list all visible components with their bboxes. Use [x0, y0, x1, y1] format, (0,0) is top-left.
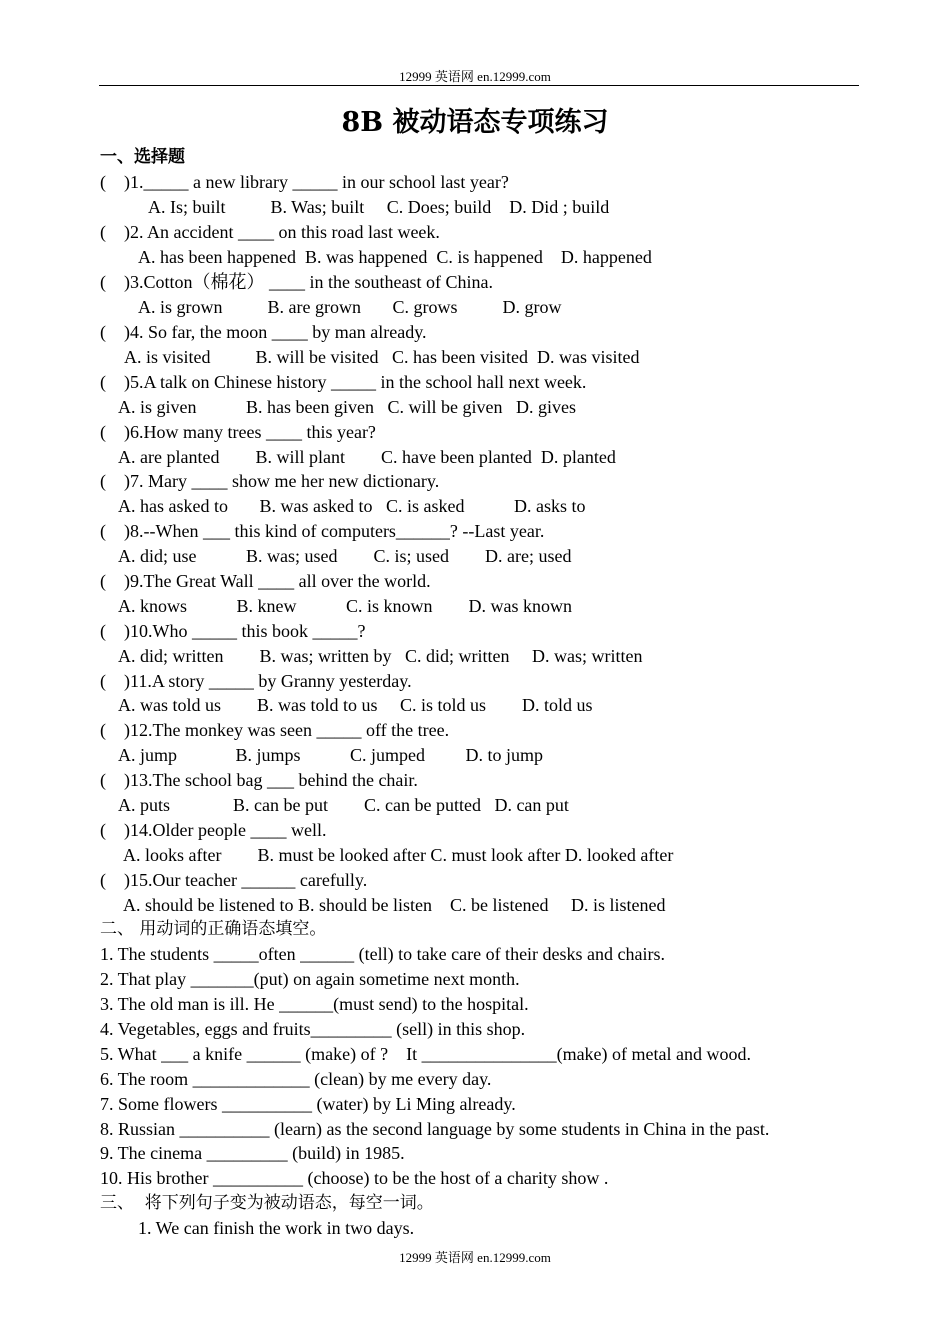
fill-item-7: 7. Some flowers __________ (water) by Li Ming already. — [100, 1094, 516, 1114]
question-11: ( )11.A story _____ by Granny yesterday. — [100, 671, 412, 691]
options-8: A. did; use B. was; used C. is; used D. are; used — [118, 546, 572, 566]
fill-item-2: 2. That play _______(put) on again sometime next month. — [100, 969, 520, 989]
question-10: ( )10.Who _____ this book _____? — [100, 621, 366, 641]
fill-item-10: 10. His brother __________ (choose) to be the host of a charity show . — [100, 1168, 609, 1188]
header-divider — [99, 85, 859, 86]
options-7: A. has asked to B. was asked to C. is asked D. asks to — [118, 496, 586, 516]
options-5: A. is given B. has been given C. will be given D. gives — [118, 397, 576, 417]
question-5: ( )5.A talk on Chinese history _____ in the school hall next week. — [100, 372, 587, 392]
fill-item-5: 5. What ___ a knife ______ (make) of ? It _______________(make) of metal and wood. — [100, 1044, 752, 1064]
transform-item-1: 1. We can finish the work in two days. — [138, 1218, 415, 1238]
section2-heading: 二、 用动词的正确语态填空。 — [100, 919, 327, 939]
question-8: ( )8.--When ___ this kind of computers______? --Last year. — [100, 521, 545, 541]
options-9: A. knows B. knew C. is known D. was known — [118, 596, 572, 616]
options-15: A. should be listened to B. should be listen C. be listened D. is listened — [123, 895, 666, 915]
options-2: A. has been happened B. was happened C. is happened D. happened — [138, 247, 652, 267]
options-13: A. puts B. can be put C. can be putted D. can put — [118, 795, 569, 815]
section1-heading: 一、选择题 — [100, 147, 185, 167]
options-1: A. Is; built B. Was; built C. Does; build D. Did ; build — [148, 197, 610, 217]
options-10: A. did; written B. was; written by C. did; written D. was; written — [118, 646, 643, 666]
question-9: ( )9.The Great Wall ____ all over the world. — [100, 571, 431, 591]
question-2: ( )2. An accident ____ on this road last week. — [100, 222, 440, 242]
options-12: A. jump B. jumps C. jumped D. to jump — [118, 745, 544, 765]
fill-item-1: 1. The students _____often ______ (tell) to take care of their desks and chairs. — [100, 944, 666, 964]
options-14: A. looks after B. must be looked after C. must look after D. looked after — [123, 845, 674, 865]
question-3: ( )3.Cotton（棉花） ____ in the southeast of China. — [100, 272, 493, 292]
question-13: ( )13.The school bag ___ behind the chair. — [100, 770, 418, 790]
options-11: A. was told us B. was told to us C. is told us D. told us — [118, 695, 593, 715]
fill-item-9: 9. The cinema _________ (build) in 1985. — [100, 1143, 405, 1163]
question-7: ( )7. Mary ____ show me her new dictionary. — [100, 471, 440, 491]
options-3: A. is grown B. are grown C. grows D. grow — [138, 297, 562, 317]
options-6: A. are planted B. will plant C. have been planted D. planted — [118, 447, 616, 467]
question-4: ( )4. So far, the moon ____ by man already. — [100, 322, 427, 342]
page-header: 12999 英语网 en.12999.com — [399, 69, 551, 84]
page-footer: 12999 英语网 en.12999.com — [399, 1250, 551, 1265]
question-1: ( )1._____ a new library _____ in our school last year? — [100, 172, 509, 192]
question-12: ( )12.The monkey was seen _____ off the tree. — [100, 720, 450, 740]
section3-heading: 三、 将下列句子变为被动语态，每空一词。 — [100, 1193, 434, 1213]
question-14: ( )14.Older people ____ well. — [100, 820, 327, 840]
options-4: A. is visited B. will be visited C. has been visited D. was visited — [124, 347, 640, 367]
page-title: 8B 被动语态专项练习 — [341, 107, 609, 138]
fill-item-6: 6. The room _____________ (clean) by me every day. — [100, 1069, 492, 1089]
question-6: ( )6.How many trees ____ this year? — [100, 422, 376, 442]
fill-item-8: 8. Russian __________ (learn) as the second language by some students in China in the past. — [100, 1119, 770, 1139]
question-15: ( )15.Our teacher ______ carefully. — [100, 870, 368, 890]
fill-item-4: 4. Vegetables, eggs and fruits_________ (sell) in this shop. — [100, 1019, 526, 1039]
fill-item-3: 3. The old man is ill. He ______(must send) to the hospital. — [100, 994, 529, 1014]
